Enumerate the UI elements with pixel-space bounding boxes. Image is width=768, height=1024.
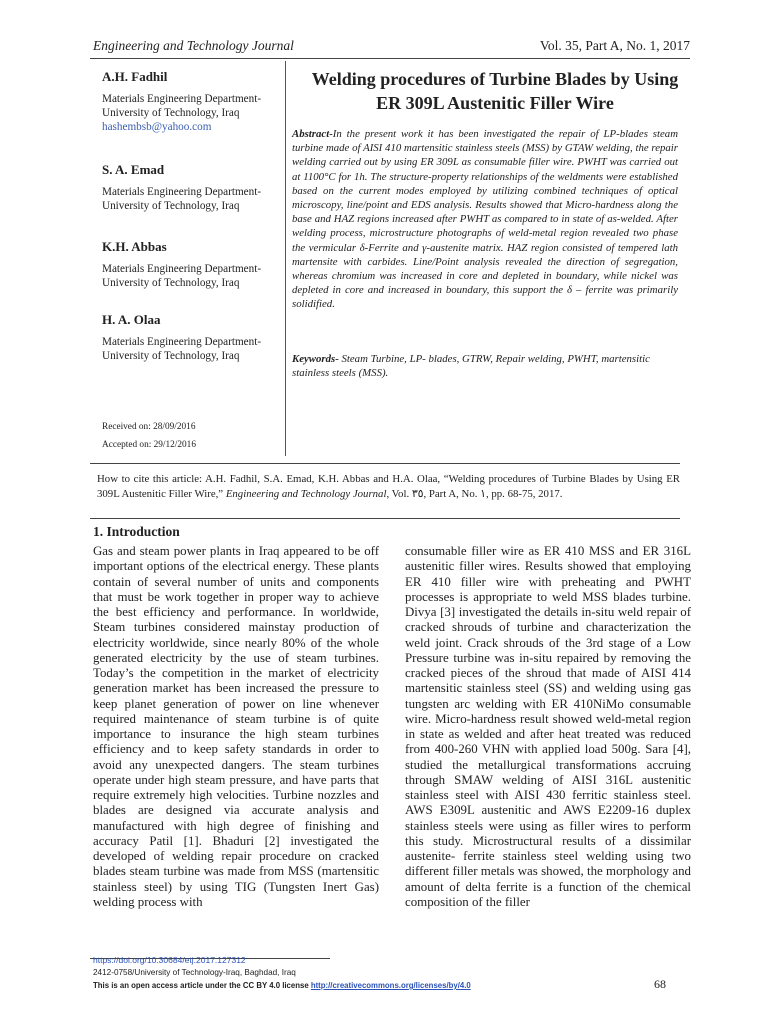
section-heading: 1. Introduction: [93, 524, 180, 539]
issn-line: 2412-0758/University of Technology-Iraq, Baghdad, Iraq: [93, 968, 296, 977]
doi-link[interactable]: https://doi.org/10.30684/etj.2017.127312: [93, 955, 246, 965]
abstract-label: Abstract-: [292, 128, 333, 140]
author-sidebar: [89, 61, 286, 456]
accepted-date: Accepted on: 29/12/2016: [102, 440, 196, 450]
author-name: S. A. Emad: [102, 162, 165, 177]
paper-title: Welding procedures of Turbine Blades by Using ER 309L Austenitic Filler Wire: [311, 69, 679, 113]
author-name: H. A. Olaa: [102, 312, 161, 327]
article-dates: [102, 418, 196, 454]
keywords-label: Keywords-: [292, 353, 339, 365]
license-line: [93, 981, 471, 990]
body-paragraph: consumable filler wire as ER 410 MSS and ER 316L austenitic filler wires. Results showed that employing ER 410 filler wire with preheating and PWHT processes is appropriate to weld MSS blades turbine. Divya [3] investigated the details in-situ weld repair of cracked shrouds of turbine and characterization the weld joint. Crack shrouds of the 3rd stage of a Low Pressure turbine was in-situ repaired by removing the cracked pieces of the shroud that made of AISI 414 martensitic stainless steel (SS) and welding using gas tungsten arc welding with ER 410NiMo consumable wire. Micro-hardness result showed weld-metal region in state as welded and after heat treated was reduced from 400-260 VHN with applied load 500g. Sara [4], studied the metallurgical transformations accruing through SMAW welding of AISI 316L austenitic stainless steel with AISI 430 ferritic stainless steel. AWS E309L austenitic and AWS E2209-16 duplex stainless steels were using as filler wires to perform this study. Microstructural results of a dissimilar austenite- ferrite stainless steel welding using two different filler metals was showed, the morphology and amount of delta ferrite is a function of the chemical composition of the filler: [405, 544, 691, 909]
author-name: A.H. Fadhil: [102, 69, 168, 84]
citation-box: [90, 463, 680, 519]
author-block: [102, 162, 285, 213]
citation-prefix: How to cite this article: A.H. Fadhil, S.A. Emad, K.H. Abbas and H.A. Olaa, “Welding procedures of Turbine Blades by Using ER 309L Austenitic Filler Wire,”: [97, 473, 680, 500]
header-divider: [90, 58, 690, 59]
author-affiliation: Materials Engineering Department- University of Technology, Iraq: [102, 336, 262, 362]
citation-journal: Engineering and Technology Journal: [225, 488, 387, 500]
author-affiliation: Materials Engineering Department- University of Technology, Iraq: [102, 186, 262, 212]
volume-info: Vol. 35, Part A, No. 1, 2017: [539, 38, 690, 53]
keywords: [292, 352, 678, 380]
received-date: Received on: 28/09/2016: [102, 422, 196, 432]
author-affiliation: Materials Engineering Department- University of Technology, Iraq: [102, 263, 262, 289]
citation-suffix: , Vol. ٣٥, Part A, No. ١, pp. 68-75, 2017.: [386, 488, 563, 500]
author-block: [102, 312, 285, 363]
author-email[interactable]: hashembsb@yahoo.com: [102, 121, 212, 133]
author-name: K.H. Abbas: [102, 239, 167, 254]
body-column-right: [405, 544, 691, 910]
author-block: [102, 239, 285, 290]
author-block: [102, 69, 285, 134]
license-text: This is an open access article under the CC BY 4.0 license: [93, 981, 311, 990]
keywords-text: Steam Turbine, LP- blades, GTRW, Repair welding, PWHT, martensitic stainless steels (MSS).: [292, 353, 650, 380]
abstract-text: In the present work it has been investigated the repair of LP-blades steam turbine made of AISI 410 martensitic stainless steels (MSS) by GTAW welding, the repair welding carried out by using ER 309L as consumable filler wire. PWHT was carried out at 1100°C for 1h. The structure-property relationships of the weldments were established based on the current modes employed by utilizing combined techniques of optical microscopy, line/point and EDS analysis. Results showed that Micro-hardness along the base and HAZ regions increased after PWHT as compared to in state of as-welded. After welding process, microstructure photographs of weld-metal region revealed two phase the vermicular δ-Ferrite and γ-austenite matrix. HAZ region consisted of tempered lath martensite with carbides. Line/Point analysis revealed the direction of segregation, whereas chromium was increased in core and depleted in boundary, while nickel was depleted in core and increased in boundary, this support the δ – ferrite was primarily solidified.: [292, 128, 678, 311]
page-number: 68: [654, 977, 666, 991]
author-affiliation: Materials Engineering Department- University of Technology, Iraq: [102, 93, 262, 119]
abstract: [292, 127, 678, 312]
body-paragraph: Gas and steam power plants in Iraq appeared to be off important options of the electrical energy. These plants contain of several number of units and components that must be work together in proper way to achieve the best efficiency and performance. In worldwide, Steam turbines considered mainstay production of electricity worldwide, since nearly 80% of the whole generated electricity by the use of steam turbines. Today’s the competition in the market of electricity generation market has been increased the pressure to keep planet generation of power on line whenever required maintenance of steam turbine is of quite importance to insurance the high steam turbines efficiency and to keep safety standards in order to avoid any unexpected dangers. The steam turbines operate under high steam pressure, and have parts that require extremely high velocities. Turbine nozzles and blades are designed via accurate analysis and manufactured with high degree of finishing and accuracy Patil [1]. Bhaduri [2] investigated the developed of welding repair procedure on cracked blades steam turbine was made from MSS (martensitic stainless steel) by using TIG (Tungsten Inert Gas) welding process with: [93, 544, 379, 909]
body-column-left: [93, 544, 379, 910]
journal-name: Engineering and Technology Journal: [93, 38, 294, 53]
citation-text: [97, 472, 680, 502]
license-link[interactable]: http://creativecommons.org/licenses/by/4.0: [310, 981, 471, 990]
